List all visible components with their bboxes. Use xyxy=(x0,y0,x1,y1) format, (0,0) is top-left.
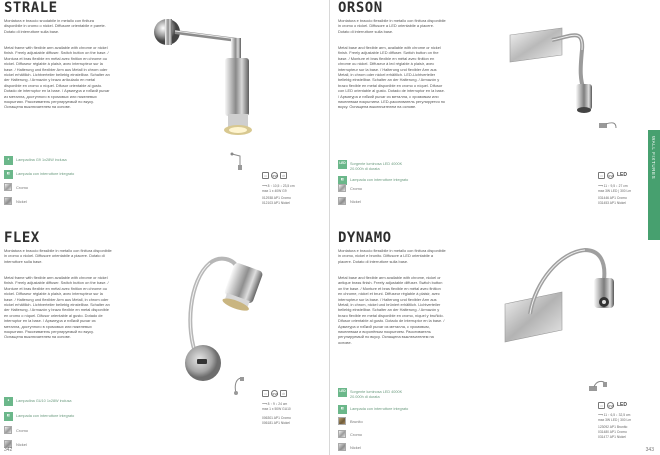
dimensions: ⟶ 11 ↑ 9,5 ↕ 27 cm xyxy=(598,184,628,188)
finish-chrome: Cromo xyxy=(338,430,418,440)
finish-nickel: Nickel xyxy=(338,197,418,207)
description-multilingual: Metal base and flexible arm available with chrome, nickel or antique brass finish. Freely adjustable diffuser. Switch button on the base. / Monture et bras flexible en métal avec finition en chrome, nickel et bruni. Diffuseur réglable à plaisir, avec interrupteur sur la base. / Halterung und flexibler Arm aus Metall, in chrom, nickel und brüniert erhältlich. Lichtverteiler beliebig einstellbar. Schalter an der Halterung. / Armazón y brazo flexible en metal disponible en cromo, níquel y bruñido. Difusor orientable al gusto. Dotado de interruptor en la base. / Арматура и гибкий рычаг из металла, с хромовым, никелевым и воронёным покрытием. Рассеиватель регулируемый по вкусу. Оснащена выключателем на основе. xyxy=(338,275,445,345)
section-tab-label: WALL FIXTURES xyxy=(651,136,656,180)
dynamo-specs xyxy=(598,402,660,450)
finish-chrome: Cromo xyxy=(338,184,418,194)
bulb-icon: ● xyxy=(4,397,13,406)
product-orson xyxy=(330,0,660,225)
ip-rating-icon: IP20 xyxy=(608,404,615,408)
switch-icon: ◧ xyxy=(338,405,347,414)
product-code: 006181 AP1 Nickel xyxy=(262,421,290,425)
right-page xyxy=(330,0,660,455)
dimensions: ⟶ 11 ↑ 6,5 ↕ 32,5 cm xyxy=(598,413,631,417)
chrome-swatch xyxy=(338,184,346,192)
nickel-swatch xyxy=(338,443,346,451)
product-dynamo xyxy=(330,230,660,455)
product-strale xyxy=(0,0,330,225)
dynamo-lamp-image xyxy=(500,242,625,372)
nickel-swatch xyxy=(4,197,12,205)
bulb-spec: max 1 x 50W GU10 xyxy=(262,407,291,411)
product-title: FLEX xyxy=(4,230,40,246)
finish-chrome: Cromo xyxy=(4,183,84,193)
product-title: ORSON xyxy=(338,0,383,16)
flex-lamp-image xyxy=(175,235,285,385)
product-code: 031477 AP1 Nickel xyxy=(598,435,626,439)
chrome-swatch xyxy=(4,426,12,434)
description-italian: Montatura e braccio snodabile in metallo con finitura disponibile in cromo o nickel. Diffusore orientabile e parete. Dotato di interruttore sulla base. xyxy=(4,18,106,34)
finish-nickel: Nickel xyxy=(4,440,84,450)
switch-icon: ◧ xyxy=(4,170,13,179)
product-code: 031480 AP1 Cromo xyxy=(598,430,627,434)
flex-size-thumbnail xyxy=(232,375,246,397)
bulb-icon: ● xyxy=(4,156,13,165)
class-icon: □ xyxy=(598,402,605,409)
dynamo-size-thumbnail xyxy=(588,378,610,394)
ip-rating-icon: IP20 xyxy=(608,174,615,178)
description-italian: Montatura e braccio flessibile in metallo con finitura disponibile in cromo, nickel e brunito. Diffusore a LED orientabile a piacere. Dotato di interruttore sulla base. xyxy=(338,248,446,264)
feature-bulb-included: ● Lampadina GU10 1x28W inclusa xyxy=(4,397,154,407)
chrome-swatch xyxy=(338,430,346,438)
description-italian: Montatura e braccio flessibile in metallo con finitura disponibile in cromo o nickel. Diffusore a LED orientabile a piacere. Dotato di interruttore sulla base. xyxy=(338,18,446,34)
feature-switch: ◧ Lampada con interruttore integrato xyxy=(4,412,154,422)
switch-icon: ◧ xyxy=(338,176,347,185)
brunito-swatch xyxy=(338,417,346,425)
bulb-spec: max 3W LED | 300 Lm xyxy=(598,418,632,422)
product-flex xyxy=(0,230,330,455)
strale-size-thumbnail xyxy=(230,150,244,172)
orson-lamp-image xyxy=(502,10,622,120)
product-code: 006301 AP1 Cromo xyxy=(262,416,291,420)
page-number-left: 342 xyxy=(4,447,13,453)
product-code: 012938 AP1 Cromo xyxy=(262,196,291,200)
spec-icons xyxy=(598,402,660,410)
feature-led-source: LED Sorgente luminosa LED 4000K 20.000h di durata xyxy=(339,161,403,171)
bulb-spec: max 3W LED | 300 Lm xyxy=(598,189,632,193)
product-code: 031446 AP1 Cromo xyxy=(598,196,627,200)
flame-icon: ∅ xyxy=(280,172,287,179)
class-icon: □ xyxy=(598,172,605,179)
dimensions: ⟶ 8 ↑ 10,5 ↕ 23,5 cm xyxy=(262,184,295,188)
dimensions: ⟶ 8 ↑ 9 ↕ 24 cm xyxy=(262,402,288,406)
flame-icon: ∅ xyxy=(280,390,287,397)
finish-brunito: Brunito xyxy=(338,417,418,427)
class-icon: □ xyxy=(262,172,269,179)
feature-switch: ◧ Lampada con interruttore integrato xyxy=(338,405,488,415)
product-title: DYNAMO xyxy=(338,230,392,246)
description-multilingual: Metal base and flexible arm, available with chrome or nickel finish. Freely adjustable LED diffuser. Switch button on the base. / Monture et bras flexible en métal avec finition en chrome ou nickel. Diffuseur à led réglable à plaisir, avec interrupteur sur la base. / Halterung und flexibler Arm aus Metall, in chrom oder nickel erhältlich. LED-Lichtverteiler beliebig einstellbar. Schalter an der Halterung. / Armazón y brazo flexible en metal disponible en cromo o níquel. Difusor con LED orientable al gusto. Dotado de interruptor en la base. / Арматура и гибкий рычаг из металла, с хромовым или никелевым покрытием. LED-рассеиватель регулируется по вкусу. Оснащена выключателем на основе. xyxy=(338,45,445,110)
product-title: STRALE xyxy=(4,0,58,16)
led-badge: LED xyxy=(617,402,627,408)
ip-rating-icon: IP20 xyxy=(272,174,279,178)
product-code: 031453 AP1 Nickel xyxy=(598,201,626,205)
description-multilingual: Metal frame with flexible arm available with chrome or nickel finish. Freely adjustable diffuser. Switch button on the base. / Monture et bras flexible en métal avec finition en chrome ou nickel. Diffuseur réglable à plaisir, avec interrupteur sur la base. / Halterung und flexibler Arm aus Metall, in chrom oder nickel erhältlich. Lichtverteiler beliebig einstellbar. Schalter an der Halterung. / Armazón y brazo flexible en metal disponible en cromo o níquel. Difusor orientable al gusto. Dotado de interruptor en la base. / Арматура и гибкий рычаг из металла, доступного в хромовых или никелевых покрытиях. Рассеиватель регулируемый по вкусу. Оснащена выключателем на основе. xyxy=(4,275,110,340)
feature-switch: ◧ Lampada con interruttore integrato xyxy=(4,170,154,180)
orson-size-thumbnail xyxy=(598,118,620,132)
feature-led-source: LED Sorgente luminosa LED 4000K 20.000h di durata xyxy=(339,389,403,399)
description-italian: Montatura e braccio flessibile in metallo con finitura disponibile in cromo o nickel. Diffusore orientabile a piacere. Dotato di interruttore sulla base. xyxy=(4,248,112,264)
led-icon: LED xyxy=(338,160,347,169)
nickel-swatch xyxy=(338,197,346,205)
led-badge: LED xyxy=(617,172,627,178)
bulb-spec: max 1 x 40W G9 xyxy=(262,189,287,193)
product-code: 012103 AP1 Nickel xyxy=(262,201,290,205)
ip-rating-icon: IP20 xyxy=(272,392,279,396)
class-icon: □ xyxy=(262,390,269,397)
finish-chrome: Cromo xyxy=(4,426,84,436)
led-icon: LED xyxy=(338,388,347,397)
switch-icon: ◧ xyxy=(4,412,13,421)
section-tab[interactable] xyxy=(648,130,660,240)
product-code: 123092 AP1 Brunito xyxy=(598,425,628,429)
finish-nickel: Nickel xyxy=(4,197,84,207)
finish-nickel: Nickel xyxy=(338,443,418,453)
description-multilingual: Metal frame with flexible arm available with chrome or nickel finish. Freely adjustable diffuser. Switch button on the base. / Montura et bras flexible en métal avec finition en chrome ou nickel. Diffuseur réglable à plaisir, avec interrupteur sur la base. / Halterung und flexibler Arm aus Metall in chrom oder nickel erhältlich. Lichtverteiler beliebig einstellbar. Schalter an der Halterung. / Armazón y brazo articulado en metal disponible en cromo o níquel. Difusor orientable al gusto. Dotado de interruptor en la base. / Арматура и гибкий рычаг из металла, доступного в хромовых или никелевых покрытиях. Рассеиватель регулируемый по вкусу. Оснащена выключателем на основе. xyxy=(4,45,110,110)
page-number-right: 343 xyxy=(645,447,654,453)
chrome-swatch xyxy=(4,183,12,191)
feature-switch: ◧ Lampada con interruttore integrato xyxy=(338,176,488,186)
strale-lamp-image xyxy=(145,2,275,152)
feature-bulb-included: ● Lampadina G9 1x28W inclusa xyxy=(4,156,154,166)
